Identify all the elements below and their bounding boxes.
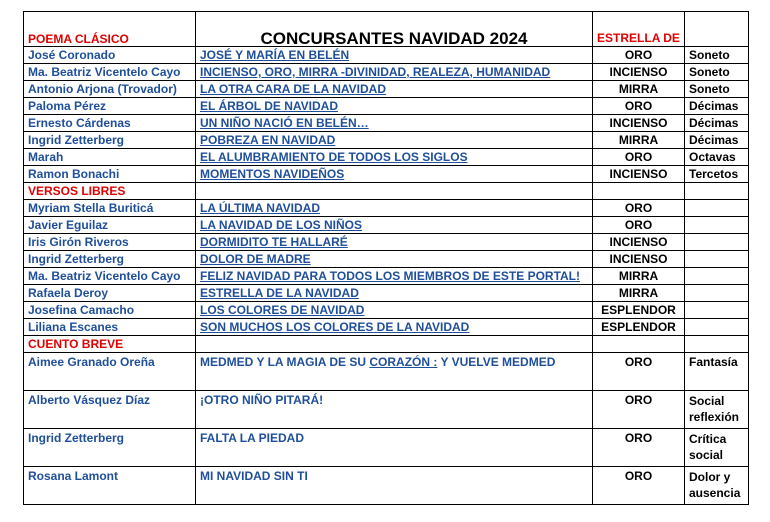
star-award: ORO — [593, 149, 685, 166]
work-title-link[interactable]: INCIENSO, ORO, MIRRA -DIVINIDAD, REALEZA, HUMANIDAD — [200, 65, 551, 79]
star-award: INCIENSO — [593, 64, 685, 81]
star-award: ORO — [593, 467, 685, 505]
work-type — [685, 217, 749, 234]
contestant-name: Ma. Beatriz Vicentelo Cayo — [24, 268, 196, 285]
work-title-link[interactable]: FELIZ NAVIDAD PARA TODOS LOS MIEMBROS DE ESTE PORTAL! — [200, 269, 581, 283]
contestant-name: José Coronado — [24, 47, 196, 64]
contestant-name: Ma. Beatriz Vicentelo Cayo — [24, 64, 196, 81]
work-type: Social reflexión — [685, 391, 749, 429]
contestant-name: Ingrid Zetterberg — [24, 429, 196, 467]
section-row — [24, 183, 749, 200]
star-award: INCIENSO — [593, 251, 685, 268]
work-type — [685, 302, 749, 319]
work-type: Décimas — [685, 115, 749, 132]
work-type: Fantasía — [685, 353, 749, 391]
table-row — [24, 81, 749, 98]
star-award: MIRRA — [593, 268, 685, 285]
work-title: ¡OTRO NIÑO PITARÁ! — [196, 391, 593, 429]
work-type — [685, 251, 749, 268]
work-type: Tercetos — [685, 166, 749, 183]
star-award: ESPLENDOR — [593, 319, 685, 336]
table-row — [24, 200, 749, 217]
work-type: Soneto — [685, 64, 749, 81]
table-row — [24, 149, 749, 166]
contestant-name: Ramon Bonachi — [24, 166, 196, 183]
work-title-link[interactable]: UN NIÑO NACIÓ EN BELÉN… — [200, 116, 369, 130]
contestants-table-wrapper — [23, 11, 749, 505]
contestant-name: Ernesto Cárdenas — [24, 115, 196, 132]
star-award: MIRRA — [593, 81, 685, 98]
work-title-link[interactable]: JOSÉ Y MARÍA EN BELÉN — [200, 48, 350, 62]
work-title-link[interactable]: LA ÚLTIMA NAVIDAD — [200, 201, 320, 215]
work-title-link[interactable]: LOS COLORES DE NAVIDAD — [200, 303, 365, 317]
contestant-name: Liliana Escanes — [24, 319, 196, 336]
star-award: ESPLENDOR — [593, 302, 685, 319]
table-row — [24, 132, 749, 149]
star-award: MIRRA — [593, 132, 685, 149]
section-row — [24, 336, 749, 353]
work-title-link[interactable]: MOMENTOS NAVIDEÑOS — [200, 167, 345, 181]
empty-cell — [685, 336, 749, 353]
work-title-link[interactable]: POBREZA EN NAVIDAD — [200, 133, 336, 147]
table-row — [24, 64, 749, 81]
star-award: ORO — [593, 391, 685, 429]
star-column-header: ESTRELLA DE — [593, 12, 685, 47]
table-row — [24, 115, 749, 132]
work-title-link[interactable]: LA OTRA CARA DE LA NAVIDAD — [200, 82, 386, 96]
table-row — [24, 166, 749, 183]
header-row — [24, 12, 749, 47]
work-type — [685, 268, 749, 285]
work-title-link[interactable]: DOLOR DE MADRE — [200, 252, 311, 266]
contestant-name: Javier Eguilaz — [24, 217, 196, 234]
table-row — [24, 391, 749, 429]
work-type: Soneto — [685, 47, 749, 64]
star-award: INCIENSO — [593, 234, 685, 251]
table-row — [24, 319, 749, 336]
empty-cell — [593, 336, 685, 353]
contestant-name: Rosana Lamont — [24, 467, 196, 505]
work-type — [685, 200, 749, 217]
star-award: MIRRA — [593, 285, 685, 302]
contestant-name: Antonio Arjona (Trovador) — [24, 81, 196, 98]
star-award: ORO — [593, 429, 685, 467]
table-row — [24, 234, 749, 251]
work-title-link[interactable]: LA NAVIDAD DE LOS NIÑOS — [200, 218, 363, 232]
contestant-name: Ingrid Zetterberg — [24, 251, 196, 268]
table-row — [24, 285, 749, 302]
work-title-link[interactable]: EL ALUMBRAMIENTO DE TODOS LOS SIGLOS — [200, 150, 468, 164]
work-type — [685, 234, 749, 251]
empty-cell — [196, 336, 593, 353]
star-award: ORO — [593, 98, 685, 115]
empty-cell — [196, 183, 593, 200]
work-title-link[interactable]: EL ÁRBOL DE NAVIDAD — [200, 99, 339, 113]
page-title: CONCURSANTES NAVIDAD 2024 — [196, 12, 593, 47]
contestant-name: Marah — [24, 149, 196, 166]
work-type: Décimas — [685, 98, 749, 115]
table-row — [24, 217, 749, 234]
contestant-name: Aimee Granado Oreña — [24, 353, 196, 391]
work-type: Dolor y ausencia — [685, 467, 749, 505]
work-type: Soneto — [685, 81, 749, 98]
work-type: Octavas — [685, 149, 749, 166]
contestant-name: Josefina Camacho — [24, 302, 196, 319]
table-row — [24, 98, 749, 115]
section-label: VERSOS LIBRES — [24, 183, 196, 200]
work-type: Crítica social — [685, 429, 749, 467]
work-title-link[interactable]: ESTRELLA DE LA NAVIDAD — [200, 286, 359, 300]
work-title-part: Y VUELVE MEDMED — [437, 355, 556, 369]
work-type — [685, 285, 749, 302]
empty-cell — [685, 183, 749, 200]
star-award: ORO — [593, 217, 685, 234]
star-award: INCIENSO — [593, 115, 685, 132]
work-title-part: MEDMED Y LA MAGIA DE SU — [200, 355, 370, 369]
star-award: ORO — [593, 200, 685, 217]
contestants-table — [23, 11, 749, 505]
table-row — [24, 251, 749, 268]
table-row — [24, 268, 749, 285]
work-title-link[interactable]: CORAZÓN : — [369, 355, 438, 369]
table-row — [24, 302, 749, 319]
contestant-name: Ingrid Zetterberg — [24, 132, 196, 149]
star-award: ORO — [593, 353, 685, 391]
contestant-name: Iris Girón Riveros — [24, 234, 196, 251]
section-label: POEMA CLÁSICO — [24, 12, 196, 47]
work-type: Décimas — [685, 132, 749, 149]
work-type — [685, 319, 749, 336]
table-row — [24, 353, 749, 391]
contestant-name: Myriam Stella Buriticá — [24, 200, 196, 217]
work-title: FALTA LA PIEDAD — [196, 429, 593, 467]
type-column-header — [685, 12, 749, 47]
table-row — [24, 429, 749, 467]
contestant-name: Paloma Pérez — [24, 98, 196, 115]
table-row — [24, 467, 749, 505]
table-row — [24, 47, 749, 64]
star-award: INCIENSO — [593, 166, 685, 183]
section-label: CUENTO BREVE — [24, 336, 196, 353]
work-title — [196, 353, 593, 391]
work-title-link[interactable]: DORMIDITO TE HALLARÉ — [200, 235, 348, 249]
empty-cell — [593, 183, 685, 200]
work-title-link[interactable]: SON MUCHOS LOS COLORES DE LA NAVIDAD — [200, 320, 470, 334]
work-title: MI NAVIDAD SIN TI — [196, 467, 593, 505]
star-award: ORO — [593, 47, 685, 64]
contestant-name: Rafaela Deroy — [24, 285, 196, 302]
contestant-name: Alberto Vásquez Díaz — [24, 391, 196, 429]
